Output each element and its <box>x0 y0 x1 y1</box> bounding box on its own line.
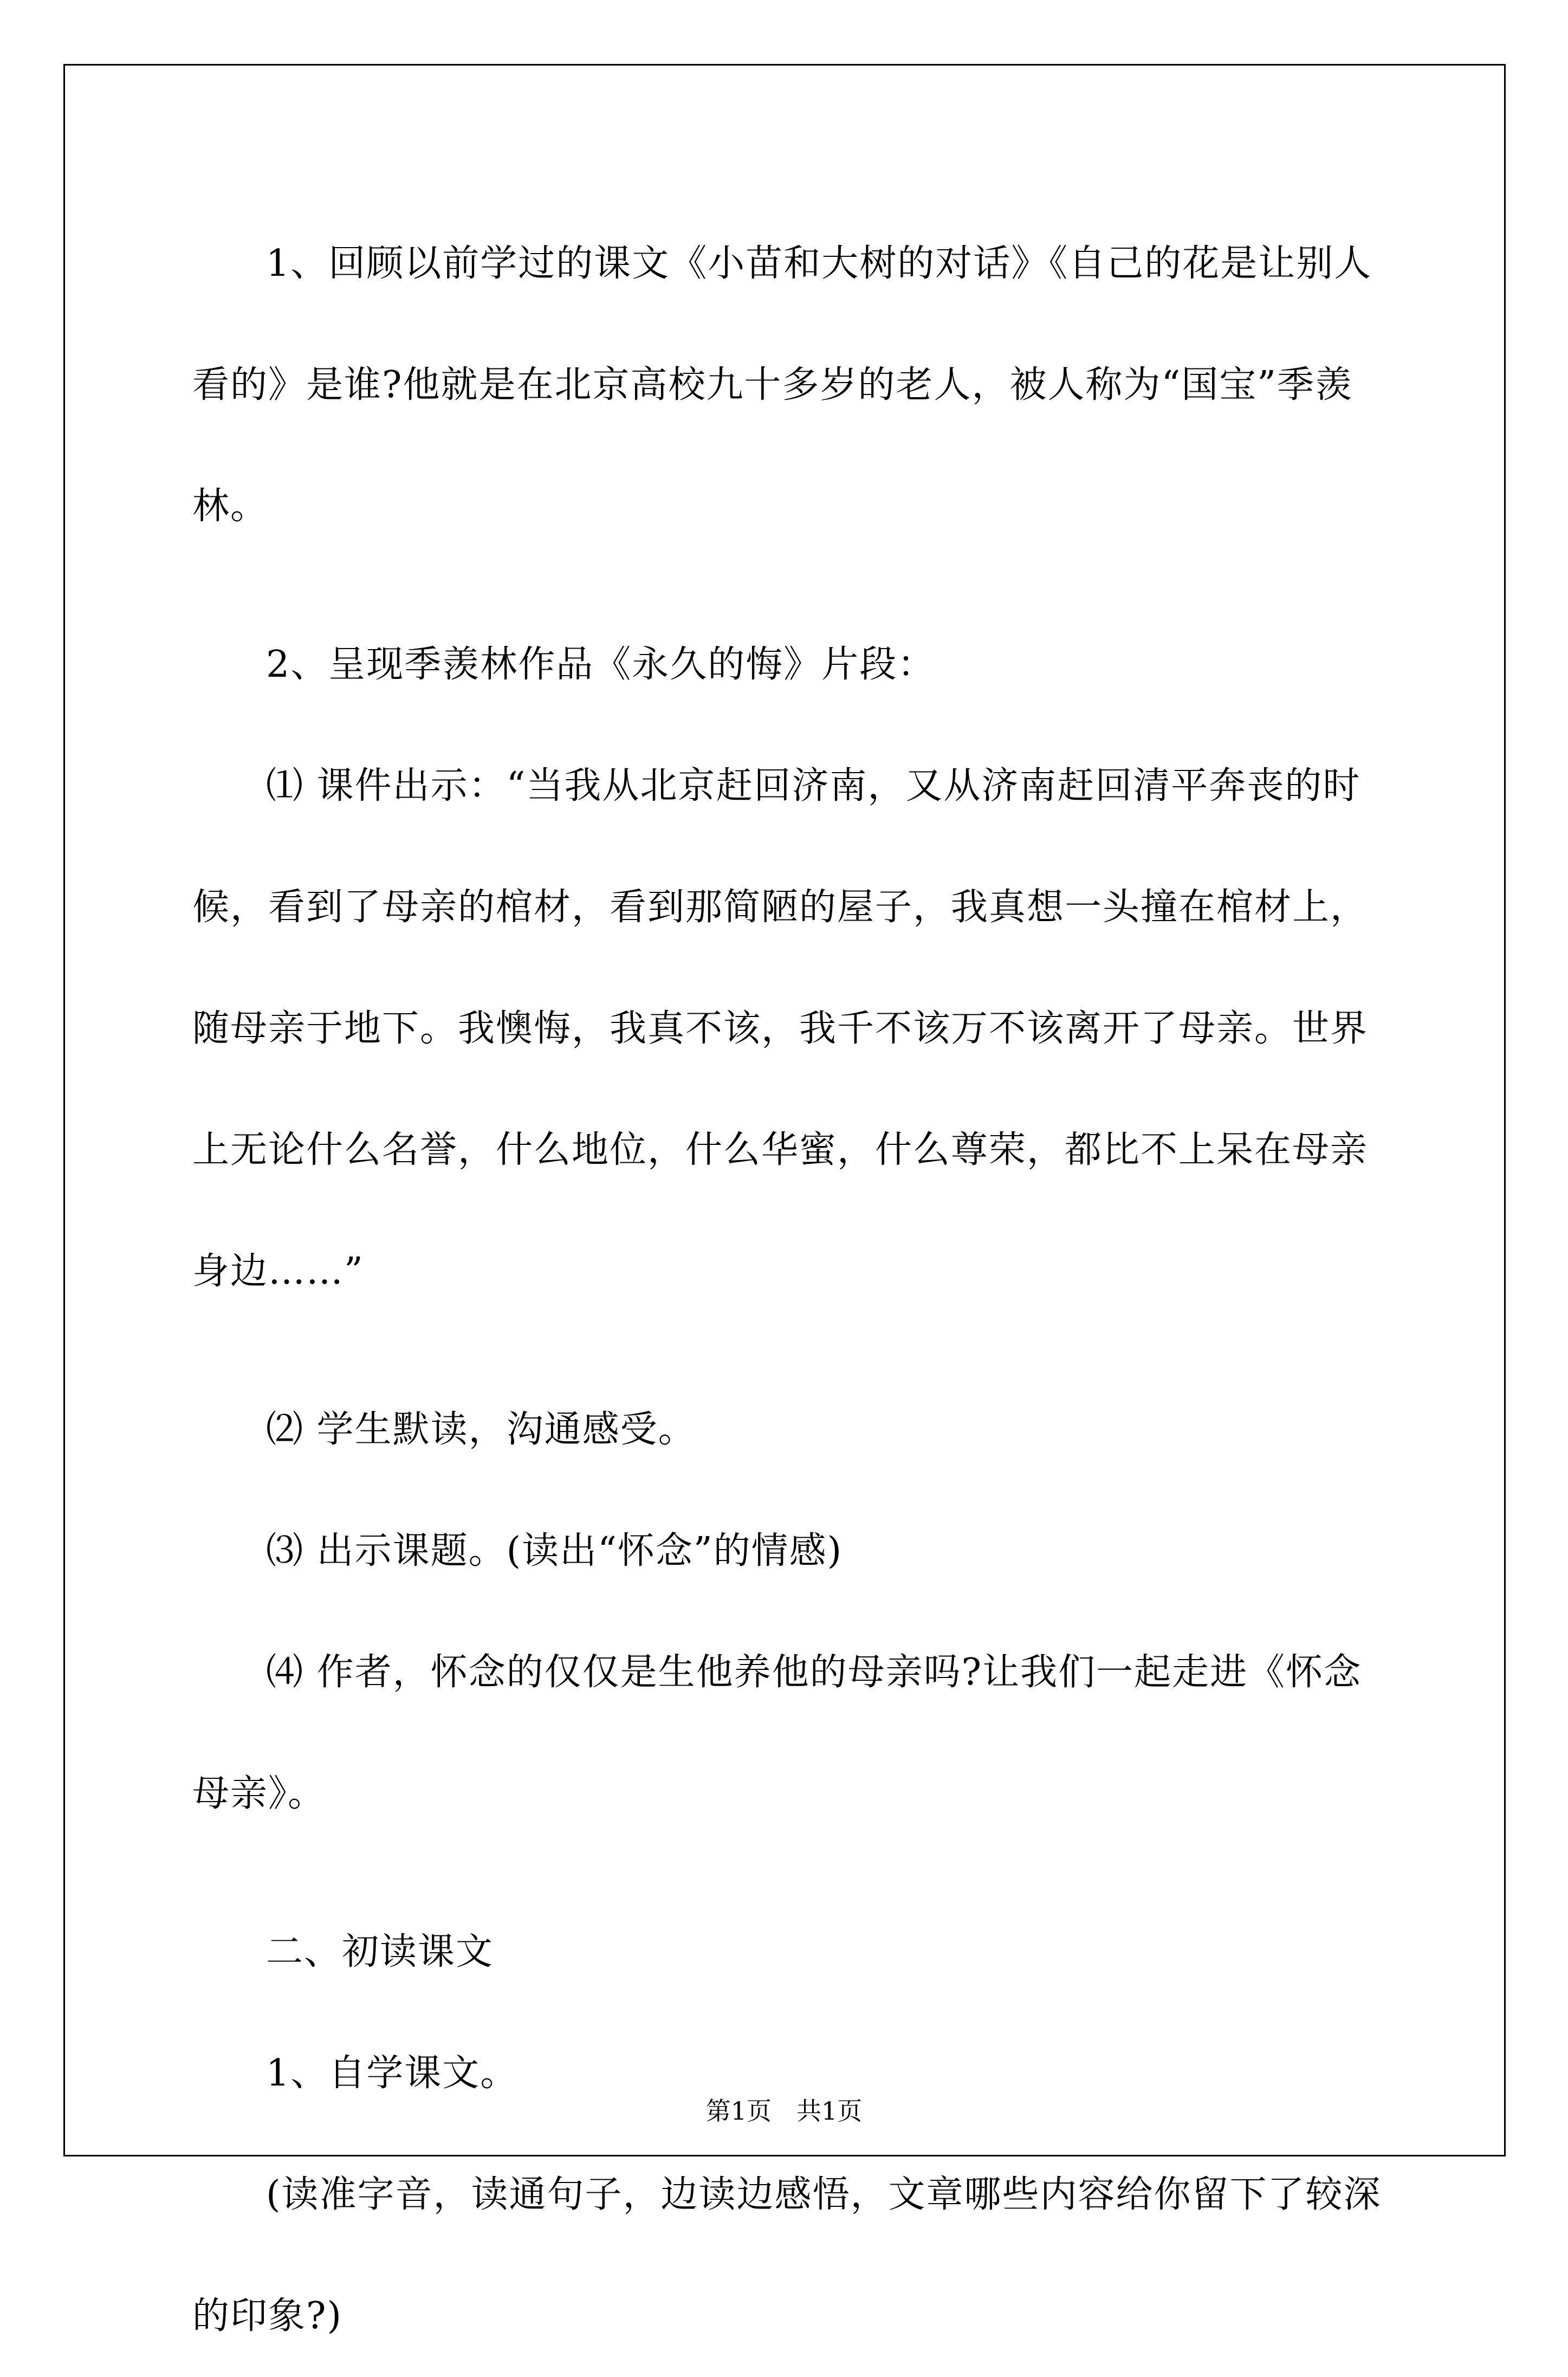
paragraph-4: ⑵ 学生默读，沟通感受。 <box>266 1408 696 1451</box>
paragraph-7: 二、初读课文 <box>266 1931 494 1973</box>
document-body <box>192 203 1384 2377</box>
paragraph-6: ⑷ 作者，怀念的仅仅是生他养他的母亲吗?让我们一起走进《怀念母亲》。 <box>192 1651 1362 1815</box>
paragraph-9: (读准字音，读通句子，边读边感悟，文章哪些内容给你留下了较深的印象?) <box>192 2173 1382 2337</box>
paragraph-5: ⑶ 出示课题。(读出“怀念”的情感) <box>266 1530 843 1572</box>
paragraph-3: ⑴ 课件出示：“当我从北京赶回济南，又从济南赶回清平奔丧的时候，看到了母亲的棺材，看到那简陋的屋子，我真想一头撞在棺材上，随母亲于地下。我懊悔，我真不该，我千不该万不该离开了母亲。世界上无论什么名誉，什么地位，什么华蜜，什么尊荣，都比不上呆在母亲身边……” <box>192 765 1369 1293</box>
page-footer: 第1页 共1页 <box>705 2096 863 2126</box>
paragraph-1: 1、回顾以前学过的课文《小苗和大树的对话》《自己的花是让别人看的》是谁?他就是在北京高校九十多岁的老人，被人称为“国宝”季羡林。 <box>192 242 1372 528</box>
paragraph-8: 1、自学课文。 <box>266 2052 519 2095</box>
paragraph-2: 2、呈现季羡林作品《永久的悔》片段： <box>266 643 936 686</box>
